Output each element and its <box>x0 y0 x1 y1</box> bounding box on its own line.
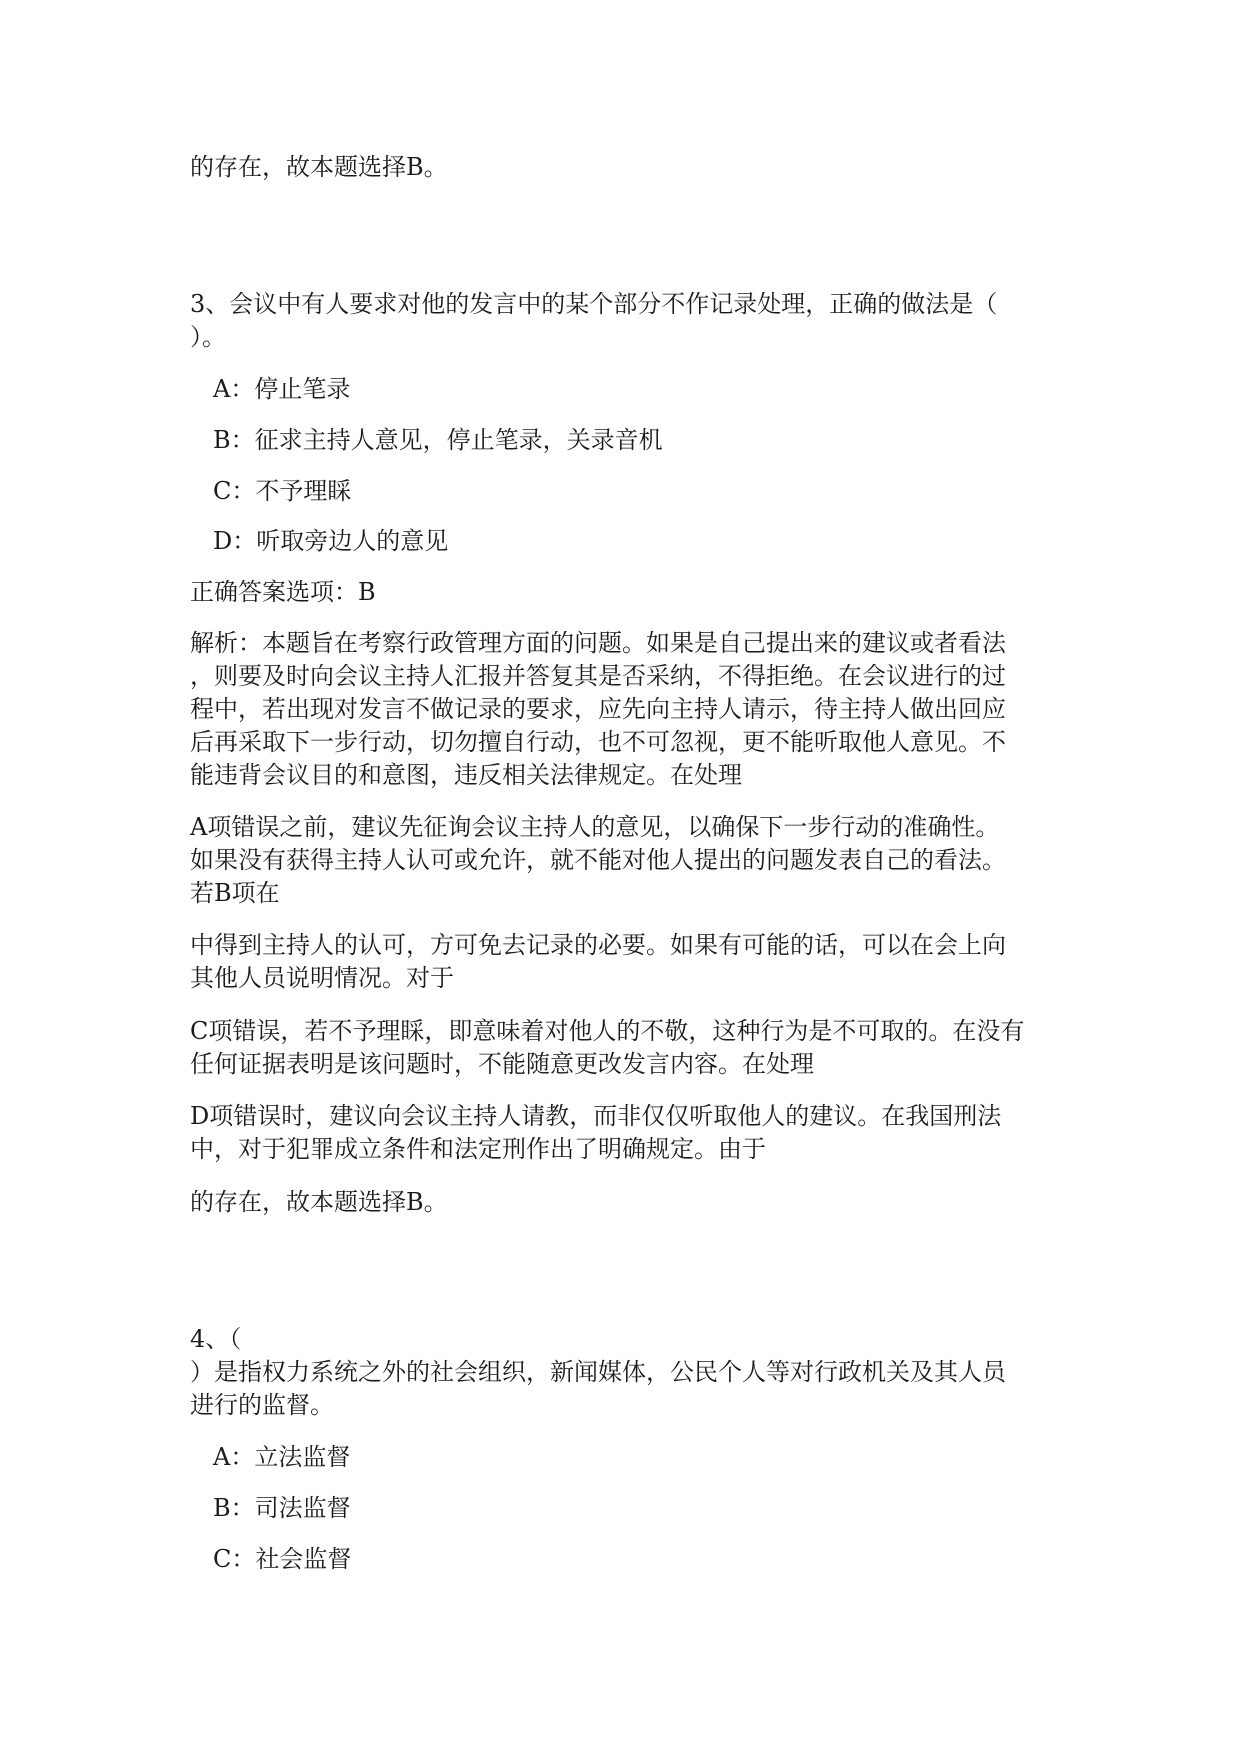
q3-option-a: A：停止笔录 <box>213 375 351 403</box>
q3-analysis-p6: 的存在，故本题选择B。 <box>190 1188 448 1216</box>
q3-analysis-p3-line1: 中得到主持人的认可，方可免去记录的必要。如果有可能的话，可以在会上向 <box>190 931 1006 959</box>
q4-option-a: A：立法监督 <box>213 1443 351 1471</box>
q3-stem-line2: ）。 <box>190 323 226 351</box>
prev-analysis-end: 的存在，故本题选择B。 <box>190 153 448 181</box>
q3-option-c: C：不予理睬 <box>213 477 352 505</box>
q3-option-d: D：听取旁边人的意见 <box>213 527 449 555</box>
q3-analysis-p1-line2: ，则要及时向会议主持人汇报并答复其是否采纳，不得拒绝。在会议进行的过 <box>190 662 1006 690</box>
q4-stem-line3: 进行的监督。 <box>190 1391 334 1419</box>
q3-analysis-p4-line1: C项错误，若不予理睬，即意味着对他人的不敬，这种行为是不可取的。在没有 <box>190 1017 1025 1045</box>
q3-analysis-p2-line3: 若B项在 <box>190 879 280 907</box>
q3-stem-line1: 3、会议中有人要求对他的发言中的某个部分不作记录处理，正确的做法是（ <box>190 290 998 318</box>
q3-analysis-p4-line2: 任何证据表明是该问题时，不能随意更改发言内容。在处理 <box>190 1050 814 1078</box>
q3-analysis-p1-line5: 能违背会议目的和意图，违反相关法律规定。在处理 <box>190 761 742 789</box>
q3-option-b: B：征求主持人意见，停止笔录，关录音机 <box>213 426 663 454</box>
q3-analysis-p1-line3: 程中，若出现对发言不做记录的要求，应先向主持人请示，待主持人做出回应 <box>190 695 1006 723</box>
q3-analysis-p1-line4: 后再采取下一步行动，切勿擅自行动，也不可忽视，更不能听取他人意见。不 <box>190 728 1006 756</box>
q3-analysis-p5-line1: D项错误时，建议向会议主持人请教，而非仅仅听取他人的建议。在我国刑法 <box>190 1102 1002 1130</box>
q4-option-c: C：社会监督 <box>213 1545 352 1573</box>
q3-answer: 正确答案选项：B <box>190 578 376 606</box>
q4-option-b: B：司法监督 <box>213 1494 351 1522</box>
q3-analysis-p1-line1: 解析：本题旨在考察行政管理方面的问题。如果是自己提出来的建议或者看法 <box>190 629 1006 657</box>
q3-analysis-p3-line2: 其他人员说明情况。对于 <box>190 964 454 992</box>
q3-analysis-p2-line2: 如果没有获得主持人认可或允许，就不能对他人提出的问题发表自己的看法。 <box>190 846 1006 874</box>
q4-stem-line2: ）是指权力系统之外的社会组织，新闻媒体，公民个人等对行政机关及其人员 <box>190 1358 1006 1386</box>
q4-stem-line1: 4、（ <box>190 1325 242 1353</box>
q3-analysis-p5-line2: 中，对于犯罪成立条件和法定刑作出了明确规定。由于 <box>190 1135 766 1163</box>
q3-analysis-p2-line1: A项错误之前，建议先征询会议主持人的意见，以确保下一步行动的准确性。 <box>190 813 1000 841</box>
